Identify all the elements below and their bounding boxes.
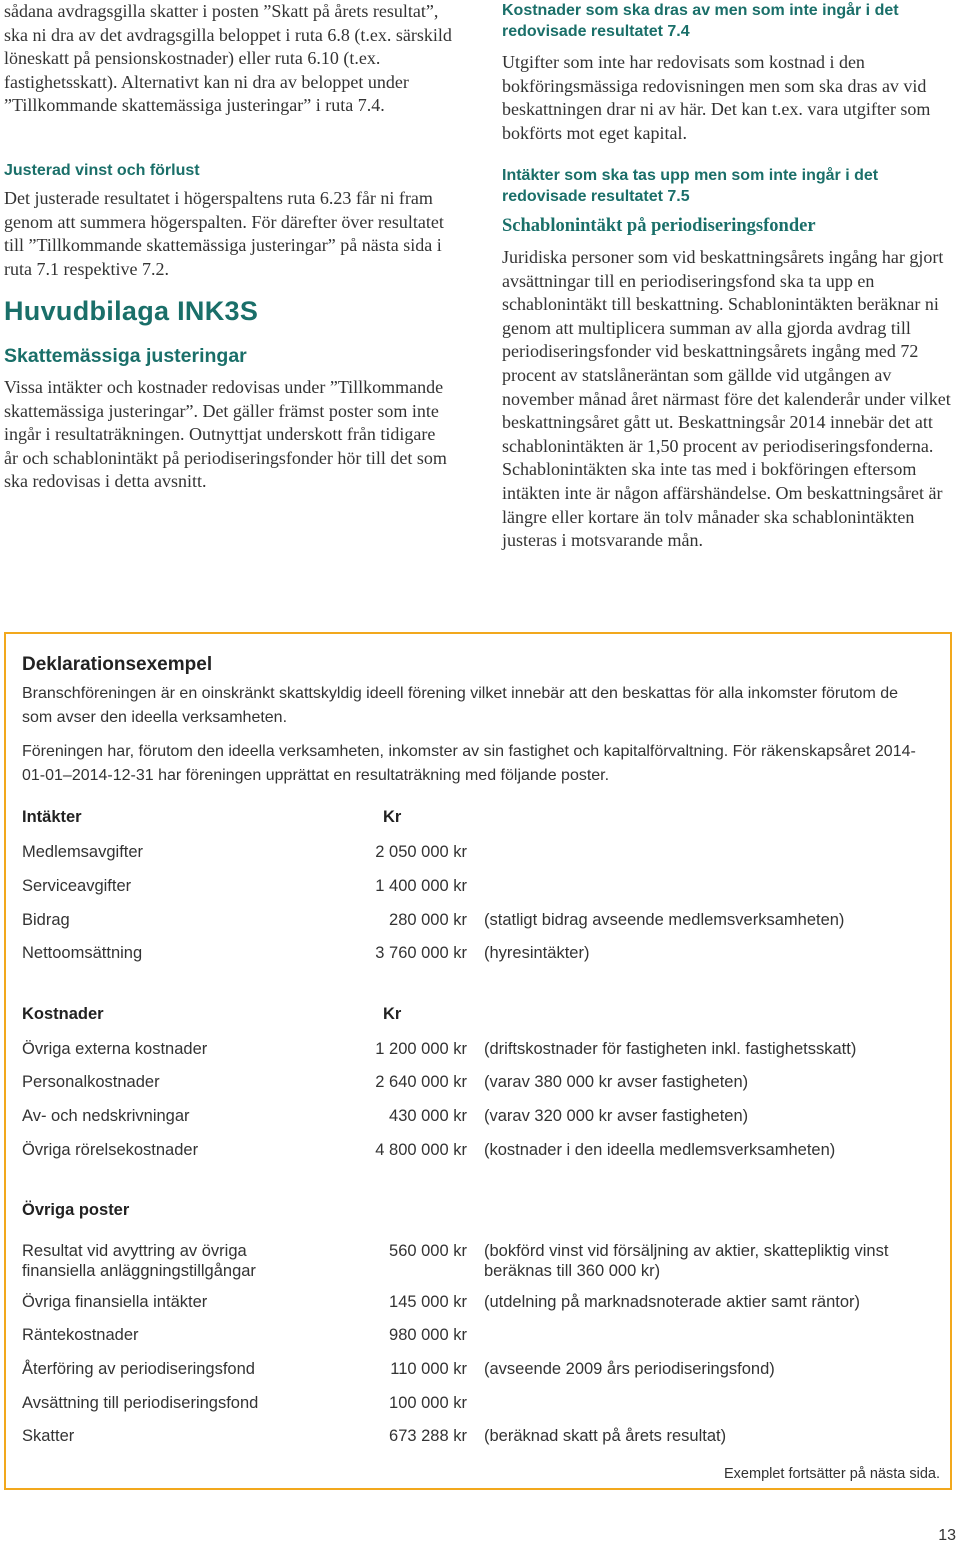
row-note: (beräknad skatt på årets resultat) <box>484 1427 727 1445</box>
income-header-label: Intäkter <box>22 808 82 826</box>
row-amount: 100 000 kr <box>389 1394 467 1412</box>
row-label: Medlemsavgifter <box>22 843 144 861</box>
heading-intakter-7-5: Intäkter som ska tas upp men som inte ingår i det redovisade resultatet 7.5 <box>502 167 879 205</box>
row-amount: 430 000 kr <box>389 1107 467 1125</box>
section-heading-justerad: Justerad vinst och förlust <box>4 162 200 179</box>
row-note: (statligt bidrag avseende medlemsverksamheten) <box>484 911 845 929</box>
page-number: 13 <box>938 1527 956 1544</box>
row-label: Övriga externa kostnader <box>22 1040 208 1058</box>
row-label: Bidrag <box>22 911 70 929</box>
row-note: (kostnader i den ideella medlemsverksamheten) <box>484 1141 836 1159</box>
row-note: (avseende 2009 års periodiseringsfond) <box>484 1360 775 1378</box>
row-label: Övriga finansiella intäkter <box>22 1293 208 1311</box>
costs-header-label: Kostnader <box>22 1005 104 1023</box>
row-label: Personalkostnader <box>22 1073 160 1091</box>
row-label: Nettoomsättning <box>22 944 143 962</box>
heading-kostnader-7-4: Kostnader som ska dras av men som inte ingår i det redovisade resultatet 7.4 <box>502 2 899 40</box>
example-box <box>4 632 952 1490</box>
income-header-amount: Kr <box>383 808 402 826</box>
row-amount: 2 050 000 kr <box>375 843 467 861</box>
row-label: Av- och nedskrivningar <box>22 1107 190 1125</box>
paragraph-kostnader-7-4: Utgifter som inte har redovisats som kostnad i den bokföringsmässiga redovisningen men som ska dras av vid beskattningen drar ni av här. Det kan t.ex. vara utgifter som bokförts mot eget kapital. <box>502 52 931 143</box>
row-amount: 1 400 000 kr <box>375 877 467 895</box>
row-note: (driftskostnader för fastigheten inkl. fastighetsskatt) <box>484 1040 857 1058</box>
sub-heading: Skattemässiga justeringar <box>4 345 247 367</box>
row-amount: 3 760 000 kr <box>375 944 467 962</box>
row-note: (varav 380 000 kr avser fastigheten) <box>484 1073 749 1091</box>
row-label: Serviceavgifter <box>22 877 132 895</box>
row-label: Räntekostnader <box>22 1326 139 1344</box>
row-label: Skatter <box>22 1427 75 1445</box>
row-amount: 673 288 kr <box>389 1427 467 1445</box>
row-amount: 560 000 kr <box>389 1242 467 1260</box>
intro-paragraph: sådana avdragsgilla skatter i posten ”Skatt på årets resultat”, ska ni dra av det avdragsgilla beloppet i ruta 6.8 (t.ex. särskild löneskatt på pensionskostnader) eller ruta 6.10 (t.ex. fastighetsskatt). Alternativt kan ni dra av beloppet under ”Tillkommande skattemässiga justeringar” i ruta 7.4. <box>4 1 452 116</box>
row-amount: 980 000 kr <box>389 1326 467 1344</box>
section-paragraph-justerad: Det justerade resultatet i högerspaltens ruta 6.23 får ni fram genom att summera högerspalten. För därefter över resultatet till ”Tillkommande skattemässiga justeringar” på nästa sida i ruta 7.1 respektive 7.2. <box>4 188 444 279</box>
section-paragraph-justeringar: Vissa intäkter och kostnader redovisas under ”Tillkommande skattemässiga justeringar”. Det gäller främst poster som inte ingår i resultaträkningen. Outnyttjat underskott från tidigare år och schablonintäkt på periodiseringsfonder hör till det som ska redovisas i detta avsnitt. <box>4 377 447 492</box>
costs-header-amount: Kr <box>383 1005 402 1023</box>
row-label: Återföring av periodiseringsfond <box>22 1360 255 1378</box>
row-note: (bokförd vinst vid försäljning av aktier, skattepliktig vinst beräknas till 360 000 kr) <box>484 1242 889 1280</box>
heading-schablonintakt: Schablonintäkt på periodiseringsfonder <box>502 216 816 236</box>
row-amount: 280 000 kr <box>389 911 467 929</box>
example-paragraph-1: Branschföreningen är en oinskränkt skattskyldig ideell förening vilket innebär att den beskattas för alla inkomster förutom de som avser den ideella verksamheten. <box>22 685 899 726</box>
example-title: Deklarationsexempel <box>22 654 213 675</box>
continues-note: Exemplet fortsätter på nästa sida. <box>724 1466 940 1482</box>
row-amount: 4 800 000 kr <box>375 1141 467 1159</box>
main-heading: Huvudbilaga INK3S <box>4 296 259 326</box>
example-paragraph-2: Föreningen har, förutom den ideella verksamheten, inkomster av sin fastighet och kapitalförvaltning. För räkenskapsåret 2014-01-01–2014-12-31 har föreningen upprättat en resultaträkning med följande poster. <box>22 743 916 784</box>
row-note: (utdelning på marknadsnoterade aktier samt räntor) <box>484 1293 861 1311</box>
paragraph-schablonintakt: Juridiska personer som vid beskattningsårets ingång har gjort avsättningar till en periodiseringsfond ska ta upp en schablonintäkt till beskattning. Schablonintäkten beräknar ni genom att multiplicera summan av alla gjorda avdrag till periodiseringsfonder vid beskattningsårets ingång med 72 procent av statslåneräntan som gällde vid utgången av november månad året närmast före det kalenderår under vilket beskattningsåret gått ut. Beskattningsår 2014 innebär det att schablonintäkten är 1,50 procent av periodiseringsfonderna. Schablonintäkten ska inte tas med i bokföringen eftersom intäkten inte är någon affärshändelse. Om beskattningsåret är längre eller kortare än tolv månader ska schablonintäkten justeras i motsvarande mån. <box>502 247 951 551</box>
row-label: Övriga rörelsekostnader <box>22 1141 199 1159</box>
row-label: Avsättning till periodiseringsfond <box>22 1394 259 1412</box>
other-header-label: Övriga poster <box>22 1201 130 1219</box>
row-amount: 1 200 000 kr <box>375 1040 467 1058</box>
row-amount: 110 000 kr <box>390 1360 467 1378</box>
row-amount: 145 000 kr <box>389 1293 467 1311</box>
row-note: (hyresintäkter) <box>484 944 590 962</box>
row-amount: 2 640 000 kr <box>375 1073 467 1091</box>
row-note: (varav 320 000 kr avser fastigheten) <box>484 1107 749 1125</box>
row-label: Resultat vid avyttring av övriga finansiella anläggningstillgångar <box>22 1242 256 1280</box>
